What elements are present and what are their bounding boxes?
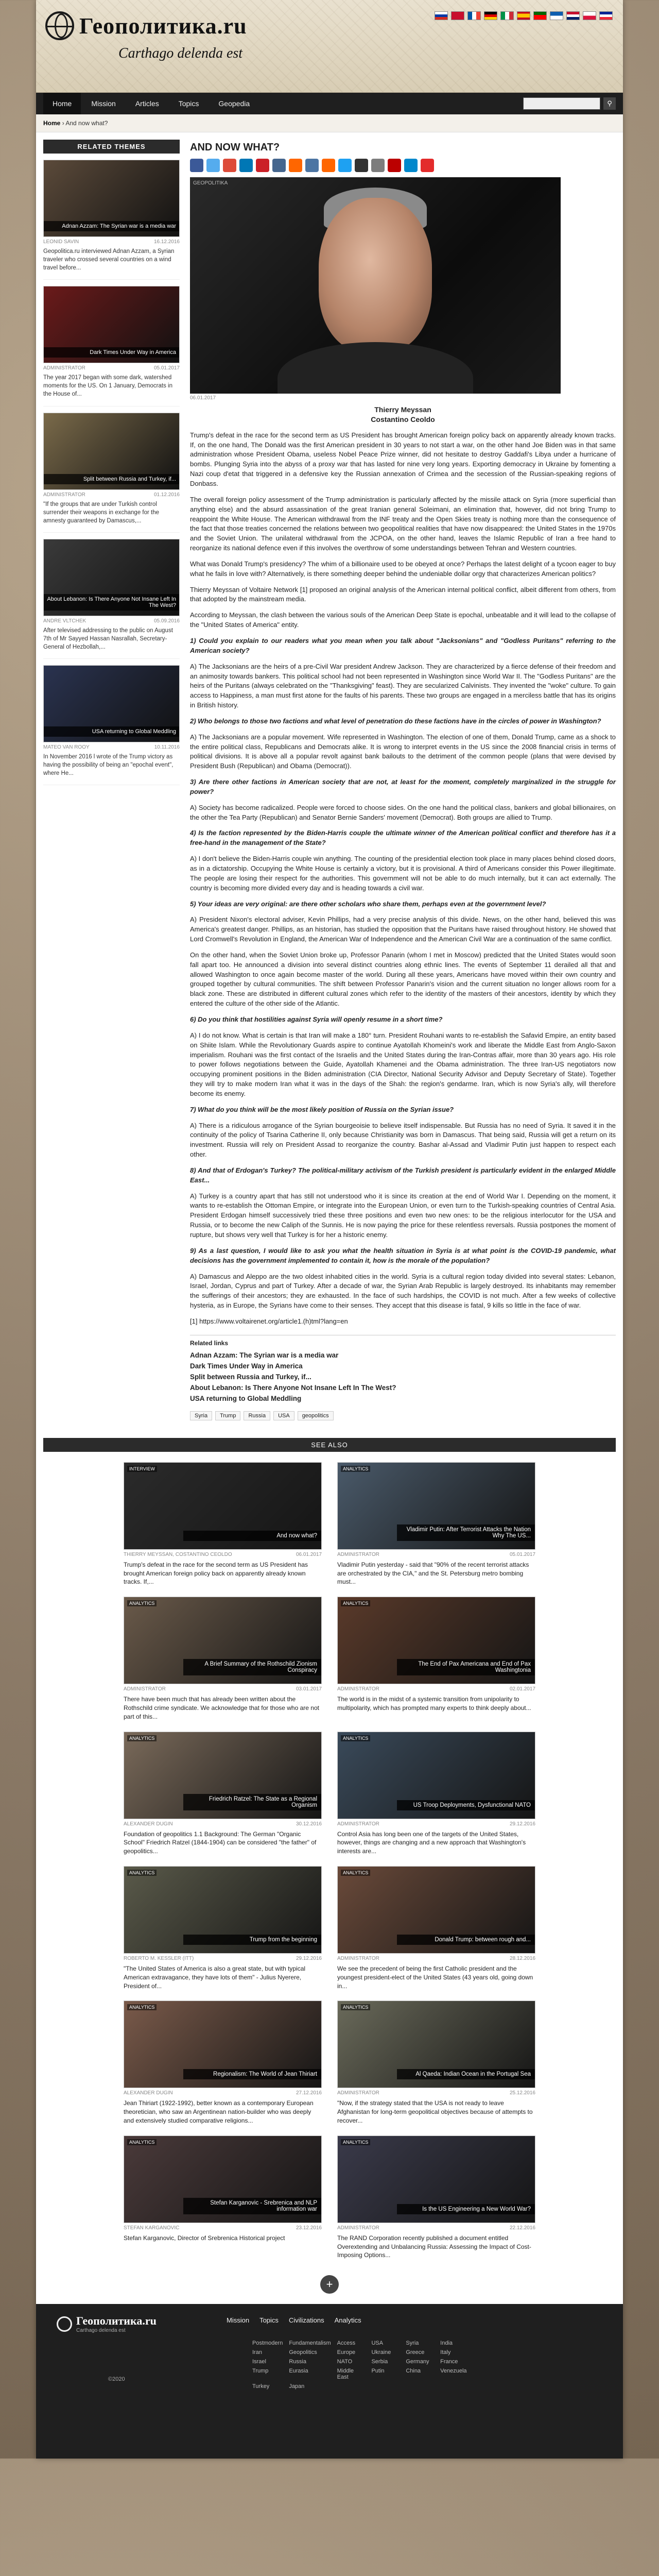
card-kind: ANALYTICS — [341, 2139, 370, 2145]
sidebar-item-desc: "If the groups that are under Turkish control surrender their weapons in exchange for the amnesty guaranteed by Damascus,... — [43, 501, 160, 524]
footer-menu-item[interactable]: Mission — [227, 2316, 250, 2325]
card-desc: There have been much that has already been written about the Rothschild crime syndicate. We acknowledge that for those who are not part of this... — [124, 1696, 319, 1720]
footer-link[interactable]: Germany — [406, 2359, 429, 2365]
card-meta — [337, 1821, 535, 1827]
card-kind: ANALYTICS — [127, 2004, 157, 2010]
article-paragraph: The overall foreign policy assessment of the Trump administration is particularly affected by the missile attack on Syria (more superficial than anything else) and the absurd assassination of the great Iranian general Soleimani, an elimination that, however, did not bring Trump to reappoint the White House. The American withdrawal from the INF treaty and the Open Skies treaty is nothing more than the consequence of the fact that those treaties concerned the relations between two geopolitical realities that have now disappeared: the United States in the 1970s and the Soviet Union. The unilateral withdrawal from the JCPOA, on the other hand, leaves the Islamic Republic of Iran a free hand to reorganize its national defence even if this involves the overthrow of some understandings between Tehran and Western countries. — [190, 495, 616, 552]
share-icon[interactable] — [206, 159, 220, 172]
card-author[interactable]: ADMINISTRATOR — [337, 1551, 379, 1557]
sidebar-item-caption[interactable]: Adnan Azzam: The Syrian war is a media war — [44, 221, 179, 231]
see-also-card[interactable] — [337, 1597, 535, 1721]
see-also-card[interactable] — [124, 1866, 322, 1990]
card-thumbnail[interactable] — [124, 2136, 322, 2223]
footer-link[interactable]: France — [440, 2359, 458, 2365]
page — [36, 0, 623, 2459]
share-icon[interactable] — [322, 159, 335, 172]
card-thumbnail[interactable] — [337, 1866, 535, 1954]
sidebar-item[interactable] — [43, 280, 180, 406]
article-paragraph: A) There is a ridiculous arrogance of the Syrian bourgeoisie to believe itself indispensable. But Russia has no need of Syria. It saved it in the continuity of the policy of Tsarina Catherine II, only because Christianity was born in Damascus. That being said, Russia will get a return on its investment. Russia will rely on President Assad to reorganize the country. Bashar al-Assad and Vladimir Putin just happen to respect each other. — [190, 1121, 616, 1159]
sidebar-item-caption[interactable]: Dark Times Under Way in America — [44, 347, 179, 358]
card-date: 25.12.2016 — [509, 2090, 535, 2096]
share-icon[interactable] — [272, 159, 286, 172]
sidebar-thumbnail[interactable] — [43, 160, 180, 237]
interview-question: 9) As a last question, I would like to ask you what the health situation in Syria is at what point is the COVID-19 pandemic, what decisions has the government implemented to contain it, how is the morale of the population? — [190, 1246, 616, 1264]
sidebar-item-desc: The year 2017 began with some dark, watershed moments for the US. On 1 January, Democrats in the House of... — [43, 375, 172, 398]
sidebar-item-caption[interactable]: About Lebanon: Is There Anyone Not Insane Left In The West? — [44, 594, 179, 611]
sidebar-item-date: 10.11.2016 — [154, 744, 180, 751]
article-paragraph: A) Society has become radicalized. People were forced to choose sides. On the one hand the political class, bankers and global billionaires, on the other the Tea Party (Republican) and Senator Bernie Sanders' movement (Democrat). Both groups are allied to Trump. — [190, 803, 616, 821]
footer-link[interactable]: Fundamentalism — [289, 2340, 331, 2347]
footer-link[interactable]: Greece — [406, 2349, 425, 2356]
nav-topics[interactable]: Topics — [178, 99, 199, 108]
flag-icon[interactable] — [500, 11, 514, 20]
flag-icon[interactable] — [599, 11, 613, 20]
sidebar-thumbnail[interactable] — [43, 539, 180, 616]
card-thumbnail[interactable] — [337, 1732, 535, 1819]
see-also-card[interactable] — [337, 2136, 535, 2260]
card-date: 22.12.2016 — [509, 2225, 535, 2231]
footer-link[interactable]: India — [440, 2340, 453, 2347]
card-caption[interactable]: A Brief Summary of the Rothschild Zionism Conspiracy — [183, 1659, 321, 1675]
footer-link[interactable]: Access — [337, 2340, 356, 2347]
breadcrumb-separator: › — [62, 120, 66, 127]
article-paragraph: According to Meyssan, the clash between the various souls of the American Deep State is epochal, unbeatable and it will lead to the collapse of the "United States of America" entity. — [190, 611, 616, 629]
card-date: 29.12.2016 — [296, 1955, 322, 1961]
sidebar-item-meta — [43, 365, 180, 371]
sidebar — [43, 140, 180, 1420]
sidebar-item-author[interactable]: ADMINISTRATOR — [43, 492, 85, 498]
article-paragraph: A) President Nixon's electoral adviser, Kevin Phillips, had a very precise analysis of this divide. News, on the other hand, believed this was America's greatest danger. Phillips, as an historian, has studied the opposition that the Puritans have raised throughout history. He showed that Lord Cromwell's Revolution in England, the American War of Independence and the American Civil War are a continuation of the same conflict. — [190, 916, 616, 943]
sidebar-item-meta — [43, 492, 180, 498]
sidebar-item-date: 01.12.2016 — [153, 492, 180, 498]
card-date: 05.01.2017 — [509, 1551, 535, 1557]
footer-link[interactable]: Ukraine — [371, 2349, 391, 2356]
see-also-card[interactable] — [124, 2136, 322, 2260]
share-bar — [190, 159, 616, 172]
site-tagline: Carthago delenda est — [118, 45, 243, 61]
card-kind: ANALYTICS — [341, 1870, 370, 1876]
site-footer — [36, 2304, 623, 2459]
site-header — [36, 0, 623, 93]
card-author[interactable]: ADMINISTRATOR — [337, 1955, 379, 1961]
card-kind: ANALYTICS — [341, 1735, 370, 1741]
card-desc: The RAND Corporation recently published a document entitled Overextending and Unbalancing Russia: Assessing the Impact of Cost-Imposing Options... — [337, 2234, 531, 2259]
share-icon[interactable] — [305, 159, 319, 172]
footer-link[interactable]: Geopolitics — [289, 2349, 317, 2356]
card-thumbnail[interactable] — [337, 1462, 535, 1550]
related-link[interactable]: Adnan Azzam: The Syrian war is a media war — [190, 1351, 339, 1359]
card-desc: "Now, if the strategy stated that the USA is not ready to leave Afghanistan for long-term geopolitical objectives because of attempts to recover... — [337, 2099, 533, 2124]
see-also-grid — [36, 1452, 623, 2265]
card-date: 28.12.2016 — [509, 1955, 535, 1961]
card-author[interactable]: ALEXANDER DUGIN — [124, 1821, 173, 1827]
article-paragraph: A) The Jacksonians are a popular movement. Wife represented in Washington. The election of one of them, Donald Trump, came as a shock to the entire political class, Republicans and Democrats alike. It is wrong to interpret events in the US since the 2008 financial crisis in terms of political divisions. It is above all a popular revolt against bank bailouts to the detriment of the common people (plans that were devised by President Bush (Republican) and Obama (Democrat)). — [190, 733, 616, 770]
article-paragraph: A) Damascus and Aleppo are the two oldest inhabited cities in the world. Syria is a cultural region today divided into several states: Lebanon, Israel, Jordan, Cyprus and part of Turkey. After a decade of war, the Syrian Arab Republic is largely destroyed. Its inhabitants may remember the sufferings of their ancestors; they are exhausted. In the face of such hardships, the COVID is not much. After a few weeks of collective hysteria, as in Europe, the Syrians have come to their senses. They accept that this disease is fatal, 9 kills so little in the face of war. — [190, 1272, 616, 1310]
share-icon[interactable] — [388, 159, 401, 172]
card-thumbnail[interactable] — [124, 2001, 322, 2088]
flag-icon[interactable] — [533, 11, 547, 20]
card-kind: ANALYTICS — [127, 2139, 157, 2145]
sidebar-item-desc: Geopolitica.ru interviewed Adnan Azzam, a Syrian traveler who crossed several countries on a wind travel before... — [43, 248, 175, 272]
footer-link[interactable]: Putin — [371, 2368, 385, 2375]
share-icon[interactable] — [371, 159, 385, 172]
card-desc: We see the precedent of being the first Catholic president and the youngest president-elect of the United States (43 years old, going down in... — [337, 1964, 533, 1990]
card-desc: Foundation of geopolitics 1.1 Background: The German "Organic School" Friedrich Ratzel (1844-1904) can be considered "the father" of geopolitics... — [124, 1830, 317, 1855]
card-date: 30.12.2016 — [296, 1821, 322, 1827]
card-author[interactable]: ADMINISTRATOR — [337, 1821, 379, 1827]
sidebar-item[interactable] — [43, 659, 180, 785]
share-icon[interactable] — [223, 159, 236, 172]
see-also-card[interactable] — [337, 1732, 535, 1856]
footer-menu-item[interactable]: Civilizations — [288, 2316, 324, 2325]
footer-copyright: ©2020 — [108, 2376, 125, 2383]
nav-geopedia[interactable]: Geopedia — [218, 99, 250, 108]
article-paragraph: A) The Jacksonians are the heirs of a pre-Civil War president Andrew Jackson. They are characterized by a fierce defense of their freedom and an animosity towards bankers. This political school had not been represented in Washington since World War II. The "Godless Puritans" are the heirs of the Puritans (always celebrated on the "Thanksgiving" feast). They are secularized Calvinists. They invented the "woke" culture. To gain access to Happiness, a man must first atone for the faults of his parents. These two groups are engaged in a merciless battle that has its origins in British history. — [190, 662, 616, 709]
card-caption[interactable]: Al Qaeda: Indian Ocean in the Portugal Sea — [397, 2069, 535, 2079]
portrait-suit — [278, 342, 473, 394]
card-thumbnail[interactable] — [124, 1866, 322, 1954]
related-heading: Related links — [190, 1339, 229, 1347]
card-thumbnail[interactable] — [124, 1732, 322, 1819]
footer-link[interactable]: Venezuela — [440, 2368, 467, 2375]
card-desc: "The United States of America is also a great state, but with typical American extravagance, they have lots of them" - Julius Nyerere, President of... — [124, 1964, 306, 1990]
footer-link[interactable]: USA — [371, 2340, 384, 2347]
content-area — [36, 132, 623, 1428]
share-icon[interactable] — [404, 159, 418, 172]
card-date: 27.12.2016 — [296, 2090, 322, 2096]
author-name[interactable]: Thierry Meyssan — [374, 405, 431, 414]
breadcrumb-home[interactable]: Home — [43, 120, 61, 127]
card-date: 29.12.2016 — [509, 1821, 535, 1827]
nav-mission[interactable]: Mission — [91, 99, 116, 108]
related-links — [190, 1335, 616, 1404]
sidebar-item-date: 05.01.2017 — [153, 365, 180, 371]
related-link[interactable]: USA returning to Global Meddling — [190, 1394, 302, 1402]
sidebar-item-meta — [43, 239, 180, 245]
interview-question: 3) Are there other factions in American society that are not, at least for the moment, completely marginalized in the struggle for power? — [190, 778, 616, 795]
card-thumbnail[interactable] — [337, 2001, 535, 2088]
interview-question: 2) Who belongs to those two factions and what level of penetration do these factions have in the circles of power in Washington? — [190, 717, 601, 725]
footer-link[interactable]: Turkey — [252, 2383, 270, 2390]
nav-articles[interactable]: Articles — [135, 99, 159, 108]
footer-tagline: Carthago delenda est — [76, 2328, 126, 2334]
footer-link[interactable]: Syria — [406, 2340, 419, 2347]
interview-question: 7) What do you think will be the most likely position of Russia on the Syrian issue? — [190, 1105, 454, 1113]
tag[interactable]: USA — [273, 1411, 294, 1420]
sidebar-item[interactable] — [43, 533, 180, 659]
language-flags — [435, 11, 613, 20]
portrait-face — [319, 198, 432, 352]
card-caption[interactable]: Is the US Engineering a New World War? — [397, 2204, 535, 2214]
card-caption[interactable]: Stefan Karganovic - Srebrenica and NLP information war — [183, 2198, 321, 2214]
footer-link[interactable]: Iran — [252, 2349, 262, 2356]
related-link[interactable]: Split between Russia and Turkey, if... — [190, 1372, 311, 1381]
sidebar-item[interactable] — [43, 154, 180, 280]
card-author[interactable]: ADMINISTRATOR — [337, 2225, 379, 2231]
footer-link[interactable]: Japan — [289, 2383, 305, 2390]
site-name: Геополитика.ru — [79, 13, 247, 39]
footer-link[interactable]: Serbia — [371, 2359, 388, 2365]
footer-link[interactable]: Eurasia — [289, 2368, 308, 2375]
flag-icon[interactable] — [484, 11, 497, 20]
flag-icon[interactable] — [583, 11, 596, 20]
footer-link[interactable]: NATO — [337, 2359, 353, 2365]
card-thumbnail[interactable] — [124, 1462, 322, 1550]
tag[interactable]: Trump — [215, 1411, 240, 1420]
card-kind: ANALYTICS — [341, 2004, 370, 2010]
flag-icon[interactable] — [550, 11, 563, 20]
interview-question: 4) Is the faction represented by the Biden-Harris couple the ultimate winner of the American political conflict and therefore has it a free-hand in the management of the State? — [190, 829, 616, 847]
card-caption[interactable]: US Troop Deployments, Dysfunctional NATO — [397, 1800, 535, 1810]
sidebar-item[interactable] — [43, 406, 180, 533]
card-meta — [337, 2225, 535, 2231]
tag[interactable]: Syria — [190, 1411, 212, 1420]
sidebar-thumbnail[interactable] — [43, 665, 180, 742]
footer-site-name: Геополитика.ru — [76, 2314, 157, 2328]
footer-link[interactable]: China — [406, 2368, 421, 2375]
card-author[interactable]: STEFAN KARGANOVIC — [124, 2225, 180, 2231]
see-also-title: SEE ALSO — [43, 1438, 616, 1452]
article-paragraph: [1] https://www.voltairenet.org/article1.(h)tml?lang=en — [190, 1317, 348, 1325]
flag-icon[interactable] — [566, 11, 580, 20]
footer-link[interactable]: Russia — [289, 2359, 306, 2365]
article-main — [190, 140, 616, 1420]
main-nav — [36, 93, 623, 114]
article-paragraph: A) I do not know. What is certain is that Iran will make a 180° turn. President Rouhani wants to re-establish the Safavid Empire, an entity based on Shiite Islam. While the Revolutionary Guards aspire to continue Ayatollah Khomeini's work and liberate the Middle East from Anglo-Saxon imperialism. Rouhani was the first contact of the Israelis and the United States during the Iran-Contras affair, more than 30 years ago. His role to power follows negotiations between the Guide, Ayatollah Khamenei and the Obama administration. The three Iran-US negotiators now occupying prominent positions in the Biden administration (CIA Director, National Security Advisor and Deputy Secretary of State). Together they will try to make modern Iran what it was in the days of the Shah: the region's gendarme. Iran, which is now Syria's ally, will therefore become its enemy. — [190, 1031, 616, 1097]
card-meta — [337, 1956, 535, 1961]
card-thumbnail[interactable] — [337, 1597, 535, 1684]
footer-logo[interactable] — [57, 2314, 157, 2333]
card-meta — [124, 1821, 322, 1827]
sidebar-item-caption[interactable]: Split between Russia and Turkey, if... — [44, 474, 179, 484]
footer-link[interactable]: Israel — [252, 2359, 266, 2365]
card-desc: Stefan Karganovic, Director of Srebrenica Historical project — [124, 2234, 285, 2242]
tag[interactable]: geopolitics — [298, 1411, 334, 1420]
card-kind: ANALYTICS — [341, 1466, 370, 1472]
card-author[interactable]: ADMINISTRATOR — [124, 1686, 166, 1692]
card-meta — [124, 1686, 322, 1692]
article-paragraph: Trump's defeat in the race for the second term as US President has brought American foreign policy back on apparently already known tracks. If, on the one hand, The Donald was the first American president in 30 years to not start a war, on the other hand Joe Biden was in that same administration whose President Obama, useless Nobel Peace Prize winner, did not hesitate to destroy Gaddafi's Libya under a hurricane of bombs. Plunging Syria into the abyss of a proxy war that has lasted for nine very long years. Exporting democracy in Ukraine by fomenting a Nazi coup d'etat that triggered in a defensive key the Russian annexation of Crimea and the secession of the Russian-speaking regions of Donbass. — [190, 431, 616, 487]
search-icon[interactable]: ⚲ — [603, 97, 616, 110]
footer-menu — [227, 2316, 361, 2324]
share-icon[interactable] — [355, 159, 368, 172]
load-more — [36, 2265, 623, 2304]
card-caption[interactable]: Trump from the beginning — [183, 1935, 321, 1945]
flag-icon[interactable] — [467, 11, 481, 20]
footer-link[interactable]: Postmodern — [252, 2340, 283, 2347]
card-author[interactable]: ADMINISTRATOR — [337, 1686, 379, 1692]
article-date: 06.01.2017 — [190, 395, 216, 401]
sidebar-item-meta — [43, 618, 180, 624]
sidebar-item-caption[interactable]: USA returning to Global Meddling — [44, 726, 179, 737]
card-thumbnail[interactable] — [337, 2136, 535, 2223]
sidebar-item-meta — [43, 744, 180, 750]
card-author[interactable]: ADMINISTRATOR — [337, 2090, 379, 2096]
card-meta — [337, 1552, 535, 1557]
card-date: 06.01.2017 — [296, 1551, 322, 1557]
card-meta — [124, 1956, 322, 1961]
card-kind: ANALYTICS — [127, 1870, 157, 1876]
footer-link[interactable]: Trump — [252, 2368, 269, 2375]
share-icon[interactable] — [239, 159, 253, 172]
share-icon[interactable] — [338, 159, 352, 172]
see-also-card[interactable] — [124, 2001, 322, 2125]
card-desc: Jean Thiriart (1922-1992), better known as a contemporary European theoretician, who saw an Argentinean nation-builder who was deeply and extensively studied comparative religions... — [124, 2099, 314, 2124]
sidebar-title: RELATED THEMES — [43, 140, 180, 154]
footer-link[interactable]: Europe — [337, 2349, 356, 2356]
card-author[interactable]: ROBERTO M. KESSLER (ITT) — [124, 1955, 194, 1961]
card-date: 03.01.2017 — [296, 1686, 322, 1692]
card-meta — [124, 2090, 322, 2096]
see-also-card[interactable] — [337, 1462, 535, 1586]
sidebar-item-date: 16.12.2016 — [153, 239, 180, 245]
card-meta — [337, 1686, 535, 1692]
share-icon[interactable] — [289, 159, 302, 172]
sidebar-item-desc: In November 2016 l wrote of the Trump victory as having the possibility of being an "epochal event", where He... — [43, 754, 174, 777]
card-kind: ANALYTICS — [127, 1735, 157, 1741]
image-label: GEOPOLITIKA — [193, 180, 228, 186]
article-body — [190, 431, 616, 1327]
card-thumbnail[interactable] — [124, 1597, 322, 1684]
sidebar-item-author[interactable]: LEONID SAVIN — [43, 239, 79, 245]
card-kind: ANALYTICS — [127, 1600, 157, 1606]
card-author[interactable]: ALEXANDER DUGIN — [124, 2090, 173, 2096]
sidebar-thumbnail[interactable] — [43, 413, 180, 490]
card-date: 23.12.2016 — [296, 2225, 322, 2231]
breadcrumb-current: And now what? — [65, 120, 108, 127]
card-meta — [124, 2225, 322, 2231]
see-also-card[interactable] — [124, 1732, 322, 1856]
share-icon[interactable] — [421, 159, 434, 172]
see-also-card[interactable] — [124, 1462, 322, 1586]
card-date: 02.01.2017 — [509, 1686, 535, 1692]
card-desc: Trump's defeat in the race for the second term as US President has brought American foreign policy back on apparently already known tracks. If,... — [124, 1561, 308, 1586]
card-desc: The world is in the midst of a systemic transition from unipolarity to multipolarity, which has prompted many experts to think deeply about... — [337, 1696, 531, 1711]
sidebar-item-author[interactable]: ANDRE VLTCHEK — [43, 618, 86, 624]
search-input[interactable] — [523, 97, 600, 110]
footer-link[interactable]: Italy — [440, 2349, 451, 2356]
card-kind: ANALYTICS — [341, 1600, 370, 1606]
article-title: AND NOW WHAT? — [190, 142, 280, 153]
sidebar-item-desc: After televised addressing to the public on August 7th of Mr Sayyed Hassan Nasrallah, Secretary-General of Hezbollah,... — [43, 627, 173, 651]
card-desc: Vladimir Putin yesterday - said that "90% of the recent terrorist attacks are orchestrated by the CIA," and the St. Petersburg metro bombing must... — [337, 1561, 529, 1586]
footer-link[interactable]: Middle East — [337, 2368, 354, 2381]
card-caption[interactable]: Vladimir Putin: After Terrorist Attacks the Nation Why The US... — [397, 1524, 535, 1541]
card-caption[interactable]: Regionalism: The World of Jean Thiriart — [183, 2069, 321, 2079]
sidebar-list — [43, 154, 180, 785]
card-meta — [337, 2090, 535, 2096]
card-meta — [124, 1552, 322, 1557]
globe-icon — [45, 11, 74, 40]
related-link[interactable]: Dark Times Under Way in America — [190, 1362, 303, 1370]
article-paragraph: A) I don't believe the Biden-Harris couple win anything. The counting of the presidential election took place in many places behind closed doors, as in a dictatorship. Occupying the White House is certainly a victory, but it is provisional. A third of Americans consider this Power illegitimate. The people are losing their respect for the authorities. This government will not be able to do much internally, but it can act externally. The country is becoming more divided every day and is heading towards a civil war. — [190, 855, 616, 892]
search-box — [523, 97, 616, 110]
interview-question: 5) Your ideas are very original: are there other scholars who share them, perhaps even at the government level? — [190, 900, 546, 908]
article-paragraph: On the other hand, when the Soviet Union broke up, Professor Panarin (whom I met in Moscow) predicted that the United States would soon fall apart too. He announced a division into several distinct countries along ethnic lines. The events of September 11 derailed all that and allowed Washington to once again become master of the world. During all these years, Americans have moved within their own country and grouped together by cultural communities. The shift between Professor Panarin's vision and the current situation no longer allows room for a black zone. These are distributed in different cultural zones which refer to the identity of the masters of their ancestors, identity by which they entered the culture of the other side of the Atlantic. — [190, 951, 616, 1008]
flag-icon[interactable] — [517, 11, 530, 20]
footer-menu-item[interactable]: Topics — [259, 2316, 279, 2325]
card-kind: INTERVIEW — [127, 1466, 157, 1472]
article-paragraph: What was Donald Trump's presidency? The whim of a billionaire used to be obeyed at once? Perhaps the latest delight of a tycoon eager to buy what he fails in love with? Alternatively, is there something deeper behind the undeniable dollar orgy that characterizes American politics? — [190, 560, 616, 578]
author-name[interactable]: Costantino Ceoldo — [371, 415, 435, 423]
nav-home[interactable]: Home — [43, 93, 81, 114]
article-authors — [190, 405, 616, 425]
interview-question: 1) Could you explain to our readers what you mean when you talk about "Jacksonians" and "Godless Puritans" referring to the American society? — [190, 636, 616, 654]
sidebar-item-date: 05.09.2016 — [153, 618, 180, 624]
see-also-card[interactable] — [337, 1866, 535, 1990]
card-caption[interactable]: Friedrich Ratzel: The State as a Regional Organism — [183, 1794, 321, 1810]
interview-question: 6) Do you think that hostilities against Syria will openly resume in a short time? — [190, 1015, 443, 1023]
share-icon[interactable] — [256, 159, 269, 172]
footer-menu-item[interactable]: Analytics — [334, 2316, 361, 2325]
card-caption[interactable]: The End of Pax Americana and End of Pax Washingtonia — [397, 1659, 535, 1675]
sidebar-item-author[interactable]: MATEO VAN ROOY — [43, 744, 90, 751]
card-author[interactable]: THIERRY MEYSSAN, COSTANTINO CEOLDO — [124, 1551, 232, 1557]
globe-icon — [57, 2316, 72, 2332]
article-paragraph: A) Turkey is a country apart that has still not understood who it is since its creation at the end of World War I. Depending on the moment, it wants to re-establish the Ottoman Empire, or integrate into the European Union, or even turn to the Turkish-speaking countries of Central Asia. President Erdogan himself successively tried these three positions and even two new ones: to be the religious interlocutor for the USA and Russia, or to become the new Caliph of the Sunnis. He is now paying the price for these relentless reversals. Russia postpones the moment of rupture, but shows very well that Turkey is for her a historic enemy. — [190, 1192, 616, 1239]
tag-list — [190, 1411, 616, 1420]
flag-icon[interactable] — [435, 11, 448, 20]
flag-icon[interactable] — [451, 11, 464, 20]
plus-icon[interactable]: + — [320, 2275, 339, 2294]
share-icon[interactable] — [190, 159, 203, 172]
related-link[interactable]: About Lebanon: Is There Anyone Not Insane Left In The West? — [190, 1383, 396, 1392]
sidebar-item-author[interactable]: ADMINISTRATOR — [43, 365, 85, 371]
breadcrumb — [36, 114, 623, 132]
site-logo[interactable] — [45, 11, 247, 40]
article-paragraph: Thierry Meyssan of Voltaire Network [1] proposed an original analysis of the American internal political conflict, albeit different from others, from that adopted by the mainstream media. — [190, 585, 616, 603]
card-caption[interactable]: And now what? — [183, 1531, 321, 1541]
card-desc: Control Asia has long been one of the targets of the United States, however, things are changing and a new approach that Washington's interests are... — [337, 1830, 526, 1855]
see-also-card[interactable] — [337, 2001, 535, 2125]
card-caption[interactable]: Donald Trump: between rough and... — [397, 1935, 535, 1945]
article-hero-image — [190, 177, 561, 394]
footer-links — [252, 2340, 469, 2389]
tag[interactable]: Russia — [244, 1411, 270, 1420]
related-list — [190, 1350, 616, 1404]
see-also-card[interactable] — [124, 1597, 322, 1721]
interview-question: 8) And that of Erdogan's Turkey? The political-military activism of the Turkish president is particularly evident in the enlarged Middle East... — [190, 1166, 616, 1184]
sidebar-thumbnail[interactable] — [43, 286, 180, 363]
